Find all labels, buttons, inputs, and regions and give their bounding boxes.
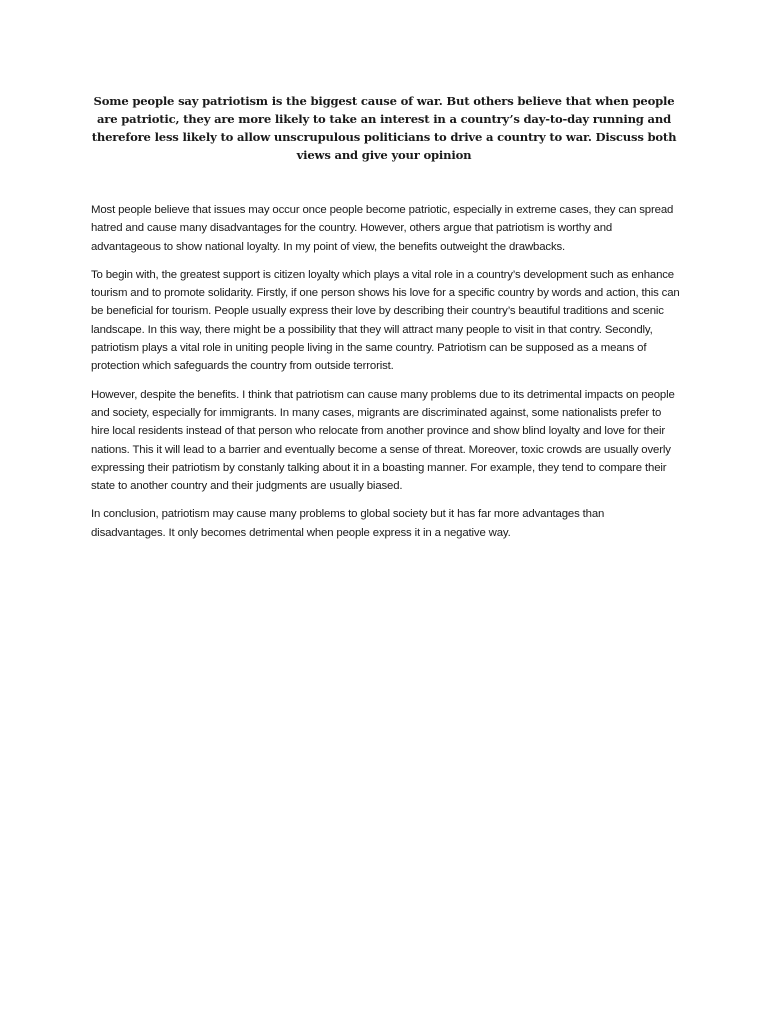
essay-paragraph-body-2: However, despite the benefits. I think that patriotism can cause many problems due to its detrimental impacts on people and society, especially for immigrants. In many cases, migrants are discriminated against, some nationalists prefer to hire local residents instead of that person who relocate from another province and show blind loyalty and love for their nations. This it will lead to a barrier and eventually become a sense of threat. Moreover, toxic crowds are usually overly expressing their patriotism by constanly talking about it in a boasting manner. For example, they tend to compare their state to another country and their judgments are usually biased. bbox=[91, 388, 675, 493]
essay-paragraph-introduction: Most people believe that issues may occur once people become patriotic, especially in extreme cases, they can spread hatred and cause many disadvantages for the country. However, others argue that patriotism is worthy and advantageous to show national loyalty. In my point of view, the benefits outweight the drawbacks. bbox=[91, 204, 674, 253]
essay-question: Some people say patriotism is the biggest cause of war. But others believe that when people are patriotic, they are more likely to take an interest in a country’s day-to-day running and therefore less likely to allow unscrupulous politicians to drive a country to war. Discuss both views and give your opinion bbox=[91, 94, 677, 162]
essay-paragraph-conclusion: In conclusion, patriotism may cause many problems to global society but it has far more advantages than disadvantages. It only becomes detrimental when people express it in a negative way. bbox=[91, 508, 605, 539]
essay-body bbox=[91, 201, 681, 552]
essay-paragraph-body-1: To begin with, the greatest support is citizen loyalty which plays a vital role in a country’s development such as enhance tourism and to promote solidarity. Firstly, if one person shows his love for a specific country by words and action, this can be beneficial for tourism. People usually express their love by describing their country’s beautiful traditions and scenic landscape. In this way, there might be a possibility that they will attract many people to visit in that contry. Secondly, patriotism plays a vital role in uniting people living in the same country. Patriotism can be supposed as a means of protection which safeguards the country from outside terrorist. bbox=[91, 268, 680, 373]
